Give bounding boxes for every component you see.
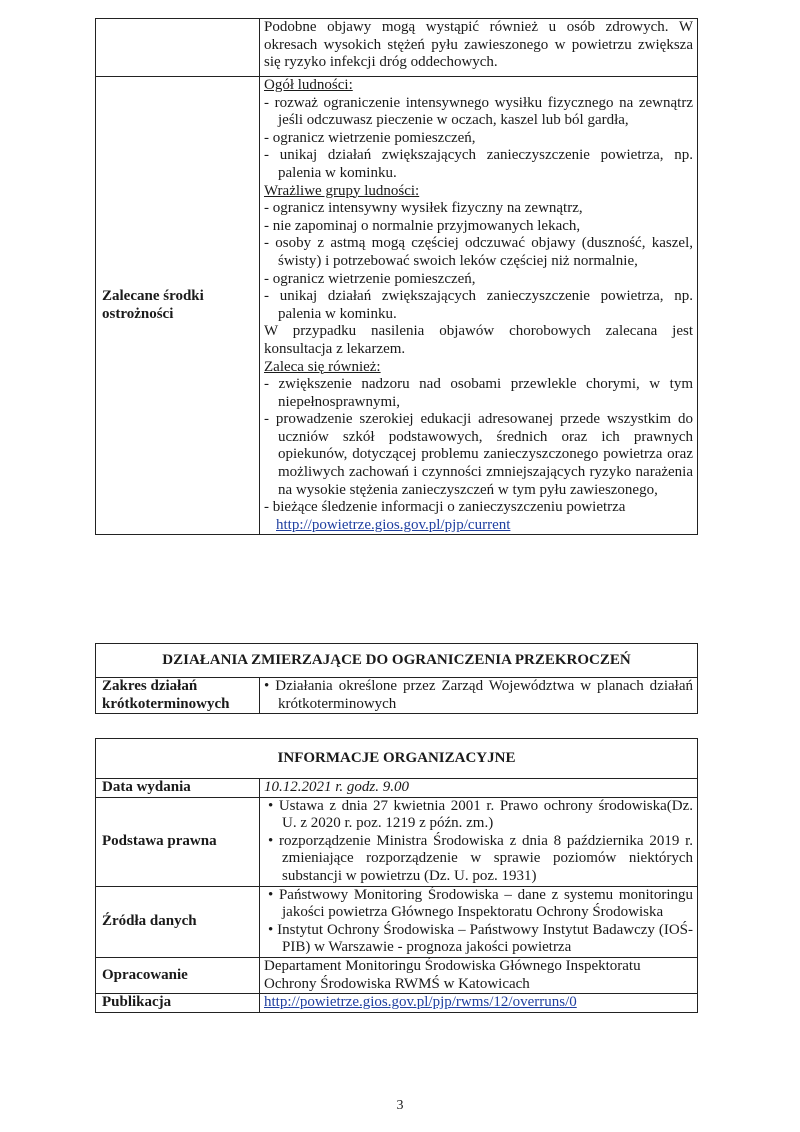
actions-title: DZIAŁANIA ZMIERZAJĄCE DO OGRANICZENIA PRZEKROCZEŃ: [96, 644, 698, 678]
list-item: • Państwowy Monitoring Środowiska – dane z systemu monitoringu jakości powietrza Głównego Inspektoratu Ochrony Środowiska: [268, 886, 694, 921]
publication-label: Publikacja: [96, 994, 260, 1013]
list-item: • Instytut Ochrony Środowiska – Państwowy Instytut Badawczy (IOŚ-PIB) w Warszawie - prognoza jakości powietrza: [268, 921, 694, 956]
table-row: [96, 678, 698, 714]
list-item: • Ustawa z dnia 27 kwietnia 2001 r. Prawo ochrony środowiska(Dz. U. z 2020 r. poz. 1219 z późn. zm.): [268, 797, 694, 832]
list-item: - unikaj działań zwiększających zanieczyszczenie powietrza, np. palenia w kominku.: [264, 288, 693, 322]
table-row: [96, 19, 698, 77]
list-item: - unikaj działań zwiększających zanieczyszczenie powietrza, np. palenia w kominku.: [264, 147, 693, 181]
table-row: [96, 797, 698, 886]
actions-label: Zakres działań krótkoterminowych: [96, 678, 260, 714]
list-item: - ogranicz intensywny wysiłek fizyczny na zewnątrz,: [264, 200, 583, 217]
table-row: [96, 957, 698, 993]
consult-text: W przypadku nasilenia objawów chorobowych zalecana jest konsultacja z lekarzem.: [264, 323, 693, 357]
general-heading: Ogół ludności:: [264, 77, 353, 93]
org-title: INFORMACJE ORGANIZACYJNE: [96, 739, 698, 779]
sources-label: Źródła danych: [96, 886, 260, 957]
list-item: - prowadzenie szerokiej edukacji adresowanej przede wszystkim do uczniów szkół podstawowych, średnich oraz ich prawnych opiekunów, dotyczącej problemu zanieczyszczonego powietrza oraz możliwych zachowań i czynności zmniejszających ryzyko narażenia na wysokie stężenia zanieczyszczeń w tym pyłu zawieszonego,: [264, 411, 693, 498]
page-number: 3: [396, 1098, 404, 1113]
publication-link[interactable]: http://powietrze.gios.gov.pl/pjp/rwms/12/overruns/0: [264, 994, 577, 1011]
list-item: - osoby z astmą mogą częściej odczuwać objawy (duszność, kaszel, świsty) i potrzebować swoich leków częściej niż normalnie,: [264, 235, 693, 269]
sensitive-heading: Wrażliwe grupy ludności:: [264, 182, 420, 199]
list-item: • rozporządzenie Ministra Środowiska z dnia 8 października 2019 r. zmieniające rozporządzenie w sprawie poziomów niektórych substancji w powietrzu (Dz. U. poz. 1931): [268, 832, 694, 884]
precautions-intro: Podobne objawy mogą wystąpić również u osób zdrowych. W okresach wysokich stężeń pyłu zawieszonego w powietrzu zwiększa się ryzyko infekcji dróg oddechowych.: [260, 19, 698, 77]
precautions-label: Zalecane środki ostrożności: [96, 77, 260, 535]
sources-content: [260, 886, 698, 957]
legal-label: Podstawa prawna: [96, 797, 260, 886]
list-item: - bieżące śledzenie informacji o zanieczyszczeniu powietrza: [264, 499, 626, 516]
also-heading: Zaleca się również:: [264, 358, 381, 375]
prepared-value: Departament Monitoringu Środowiska Głównego Inspektoratu Ochrony Środowiska RWMŚ w Katowicach: [260, 957, 698, 993]
precautions-content: [260, 77, 698, 535]
table-row: [96, 994, 698, 1013]
actions-text: • Działania określone przez Zarząd Województwa w planach działań krótkoterminowych: [260, 678, 698, 714]
list-item: - rozważ ograniczenie intensywnego wysiłku fizycznego na zewnątrz jeśli odczuwasz pieczenie w oczach, kaszel lub ból gardła,: [264, 94, 693, 129]
current-data-link[interactable]: http://powietrze.gios.gov.pl/pjp/current: [276, 516, 511, 533]
org-table: [95, 738, 698, 1013]
table-row: [96, 886, 698, 957]
table-row: [96, 644, 698, 678]
list-item: - zwiększenie nadzoru nad osobami przewlekle chorymi, w tym niepełnosprawnymi,: [264, 376, 693, 410]
list-item: - ogranicz wietrzenie pomieszczeń,: [264, 270, 476, 287]
prepared-label: Opracowanie: [96, 957, 260, 993]
legal-content: [260, 797, 698, 886]
actions-table: [95, 643, 698, 714]
table-row: [96, 77, 698, 535]
list-item: - ogranicz wietrzenie pomieszczeń,: [264, 129, 476, 146]
table-row: [96, 739, 698, 779]
precautions-table: [95, 18, 698, 535]
table-row: [96, 779, 698, 798]
date-value: 10.12.2021 r. godz. 9.00: [260, 779, 698, 798]
date-label: Data wydania: [96, 779, 260, 798]
list-item: - nie zapominaj o normalnie przyjmowanych lekach,: [264, 217, 581, 234]
